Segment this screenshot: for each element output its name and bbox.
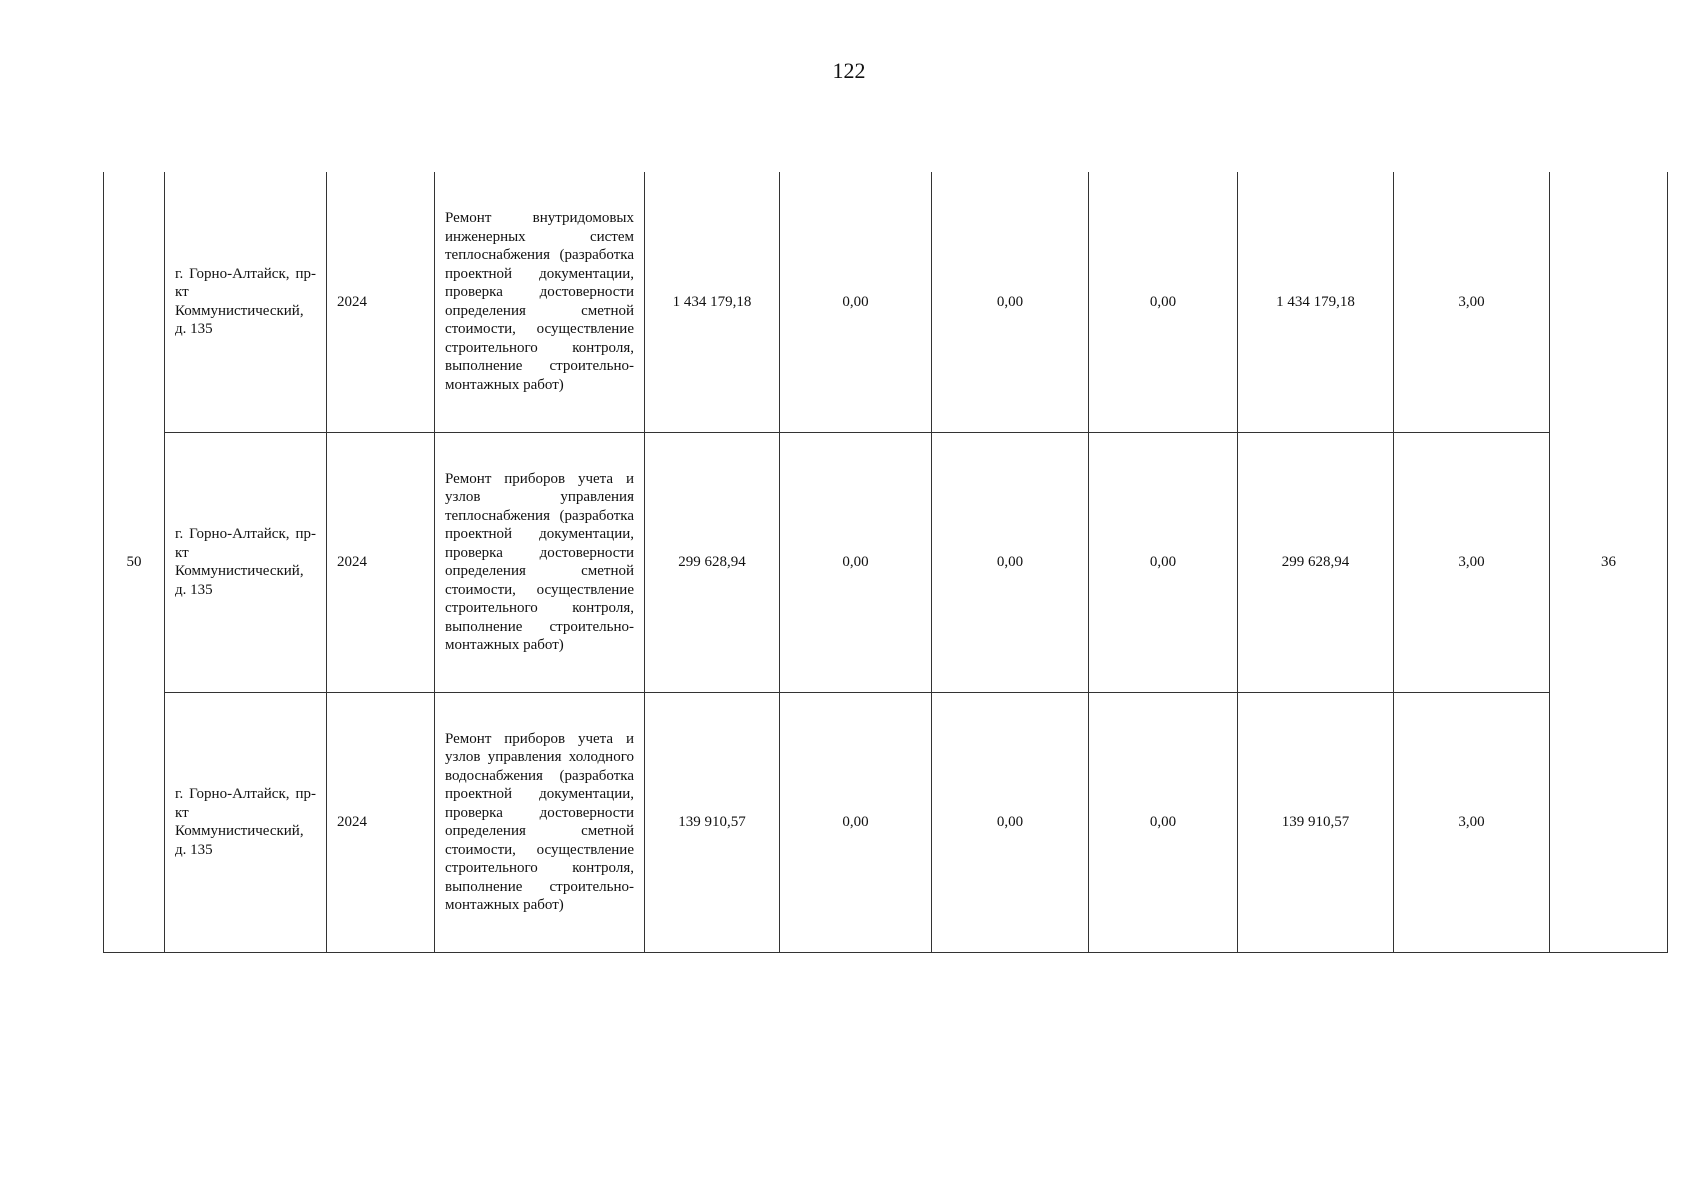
total-cost-cell: 299 628,94: [645, 432, 780, 692]
address-cell: г. Горно-Алтайск, пр-кт Коммунистический, д. 135: [165, 172, 327, 432]
table-row: [104, 692, 1668, 952]
total-cost-cell: 139 910,57: [645, 692, 780, 952]
value-cell-5: 3,00: [1394, 432, 1550, 692]
last-column-cell: 36: [1550, 172, 1668, 952]
table-row: [104, 432, 1668, 692]
repair-schedule-table: [103, 172, 1668, 953]
address-cell: г. Горно-Алтайск, пр-кт Коммунистический, д. 135: [165, 432, 327, 692]
value-cell-1: 0,00: [780, 432, 932, 692]
value-cell-5: 3,00: [1394, 172, 1550, 432]
value-cell-3: 0,00: [1089, 692, 1238, 952]
value-cell-2: 0,00: [932, 432, 1089, 692]
value-cell-3: 0,00: [1089, 172, 1238, 432]
work-description-cell: Ремонт внутридомовых инженерных систем теплоснабжения (разработка проектной документации, проверка достоверности определения сметной стоимости, осуществление строительного контроля, выполнение строительно-монтажных работ): [435, 172, 645, 432]
year-cell: 2024: [327, 432, 435, 692]
group-number-cell: 50: [104, 172, 165, 952]
work-description-cell: Ремонт приборов учета и узлов управления холодного водоснабжения (разработка проектной документации, проверка достоверности определения сметной стоимости, осуществление строительного контроля, выполнение строительно-монтажных работ): [435, 692, 645, 952]
page-number: 122: [832, 58, 866, 83]
year-cell: 2024: [327, 692, 435, 952]
value-cell-2: 0,00: [932, 172, 1089, 432]
value-cell-1: 0,00: [780, 692, 932, 952]
value-cell-1: 0,00: [780, 172, 932, 432]
value-cell-4: 299 628,94: [1238, 432, 1394, 692]
value-cell-3: 0,00: [1089, 432, 1238, 692]
work-description-cell: Ремонт приборов учета и узлов управления теплоснабжения (разработка проектной документации, проверка достоверности определения сметной стоимости, осуществление строительного контроля, выполнение строительно-монтажных работ): [435, 432, 645, 692]
value-cell-4: 1 434 179,18: [1238, 172, 1394, 432]
value-cell-4: 139 910,57: [1238, 692, 1394, 952]
value-cell-2: 0,00: [932, 692, 1089, 952]
year-cell: 2024: [327, 172, 435, 432]
table-row: [104, 172, 1668, 432]
value-cell-5: 3,00: [1394, 692, 1550, 952]
total-cost-cell: 1 434 179,18: [645, 172, 780, 432]
address-cell: г. Горно-Алтайск, пр-кт Коммунистический, д. 135: [165, 692, 327, 952]
